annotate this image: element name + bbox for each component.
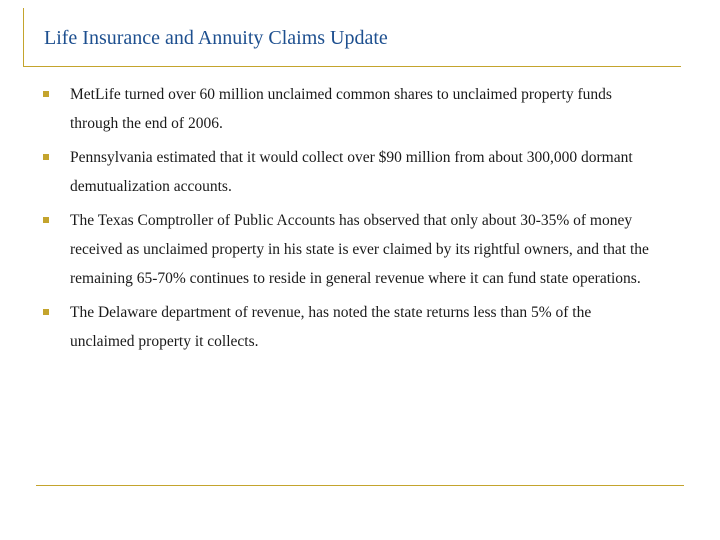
bullet-text: The Delaware department of revenue, has noted the state returns less than 5% of the unclaimed property it collects.: [70, 304, 592, 350]
slide-title: Life Insurance and Annuity Claims Update: [44, 27, 388, 49]
accent-vertical-rule: [23, 8, 24, 67]
square-bullet-icon: [43, 154, 49, 160]
bullet-text: The Texas Comptroller of Public Accounts has observed that only about 30-35% of money received as unclaimed property in his state is ever claimed by its rightful owners, and that the remaining 65-70% continues to reside in general revenue where it can fund state operations.: [70, 212, 649, 287]
bullet-item: [43, 206, 658, 293]
square-bullet-icon: [43, 309, 49, 315]
bullet-text: MetLife turned over 60 million unclaimed common shares to unclaimed property funds through the end of 2006.: [70, 86, 612, 132]
bullet-item: [43, 298, 658, 356]
square-bullet-icon: [43, 91, 49, 97]
footer-rule: [36, 485, 684, 486]
bullet-list: [43, 80, 658, 361]
square-bullet-icon: [43, 217, 49, 223]
bullet-text: Pennsylvania estimated that it would collect over $90 million from about 300,000 dormant demutualization accounts.: [70, 149, 633, 195]
bullet-item: [43, 80, 658, 138]
bullet-item: [43, 143, 658, 201]
title-underline-rule: [23, 66, 681, 67]
